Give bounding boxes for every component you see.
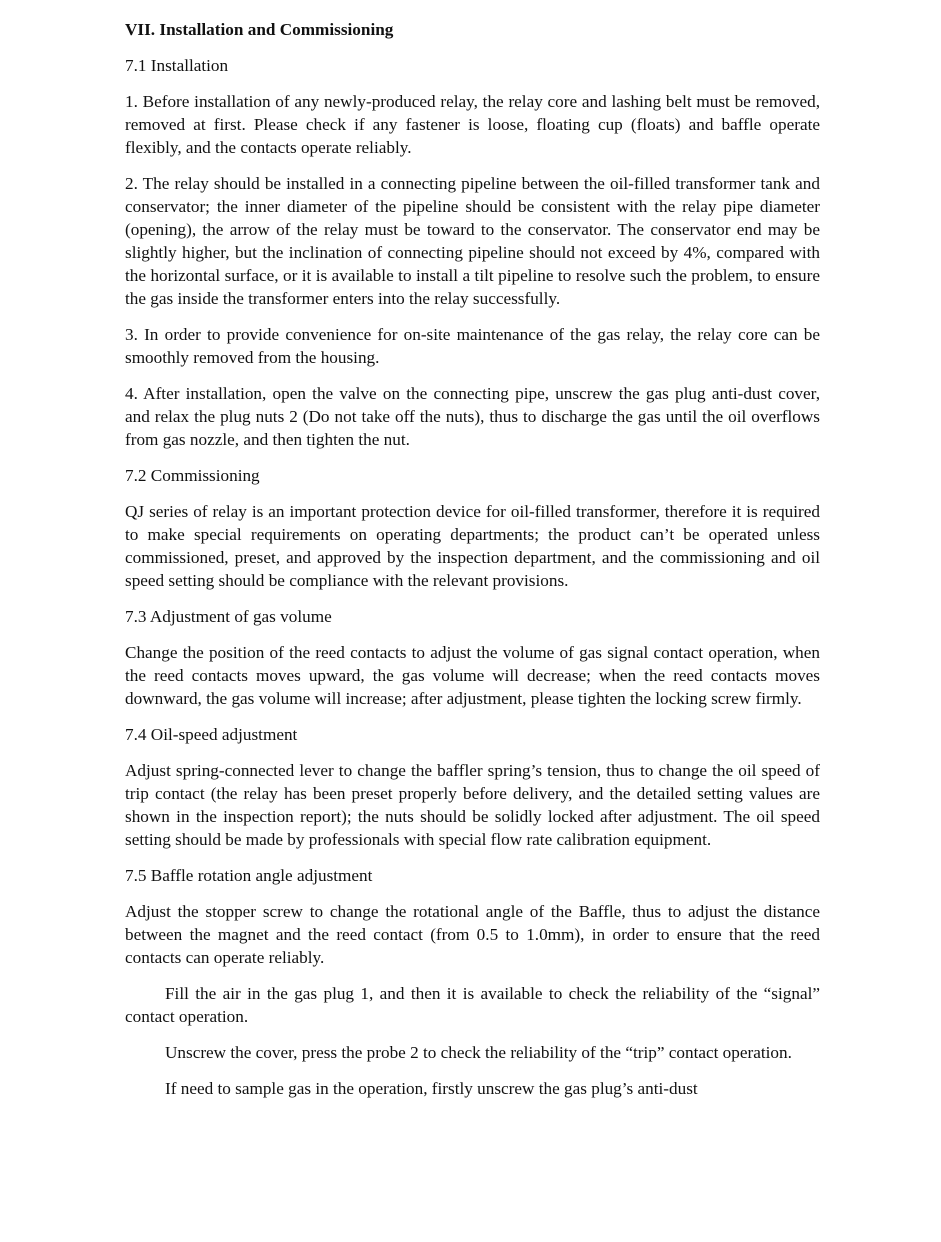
gas-volume-paragraph-1: Change the position of the reed contacts to adjust the volume of gas signal contact operation, when the reed contacts moves upward, the gas volume will decrease; when the reed contacts moves downward, the gas volume will increase; after adjustment, please tighten the locking screw firmly. <box>125 643 820 708</box>
document-page <box>125 18 820 1100</box>
installation-paragraph-2: 2. The relay should be installed in a connecting pipeline between the oil-filled transformer tank and conservator; the inner diameter of the pipeline should be consistent with the relay pipe diameter (opening), the arrow of the relay must be toward to the conservator. The conservator end may be slightly higher, but the inclination of connecting pipeline should not exceed by 4%, compared with the horizontal surface, or it is available to install a tilt pipeline to resolve such the problem, to ensure the gas inside the transformer enters into the relay successfully. <box>125 174 820 308</box>
baffle-paragraph-1: Adjust the stopper screw to change the rotational angle of the Baffle, thus to adjust the distance between the magnet and the reed contact (from 0.5 to 1.0mm), in order to ensure that the reed contacts can operate reliably. <box>125 902 820 967</box>
installation-paragraph-4: 4. After installation, open the valve on the connecting pipe, unscrew the gas plug anti-dust cover, and relax the plug nuts 2 (Do not take off the nuts), thus to discharge the gas until the oil overflows from gas nozzle, and then tighten the nut. <box>125 384 820 449</box>
baffle-paragraph-2: Fill the air in the gas plug 1, and then it is available to check the reliability of the “signal” contact operation. <box>125 984 820 1026</box>
subsection-heading-commissioning: 7.2 Commissioning <box>125 466 260 485</box>
baffle-paragraph-3: Unscrew the cover, press the probe 2 to check the reliability of the “trip” contact operation. <box>165 1043 792 1062</box>
commissioning-paragraph-1: QJ series of relay is an important protection device for oil-filled transformer, therefore it is required to make special requirements on operating departments; the product can’t be operated unless commissioned, preset, and approved by the inspection department, and the commissioning and oil speed setting should be compliance with the relevant provisions. <box>125 502 820 590</box>
subsection-heading-gas-volume: 7.3 Adjustment of gas volume <box>125 607 332 626</box>
subsection-heading-installation: 7.1 Installation <box>125 56 229 75</box>
subsection-heading-oil-speed: 7.4 Oil-speed adjustment <box>125 725 298 744</box>
baffle-paragraph-4: If need to sample gas in the operation, firstly unscrew the gas plug’s anti-dust <box>165 1079 698 1098</box>
oil-speed-paragraph-1: Adjust spring-connected lever to change the baffler spring’s tension, thus to change the oil speed of trip contact (the relay has been preset properly before delivery, and the detailed setting values are shown in the inspection report); the nuts should be solidly locked after adjustment. The oil speed setting should be made by professionals with special flow rate calibration equipment. <box>125 761 820 849</box>
installation-paragraph-1: 1. Before installation of any newly-produced relay, the relay core and lashing belt must be removed, removed at first. Please check if any fastener is loose, floating cup (floats) and baffle operate flexibly, and the contacts operate reliably. <box>125 92 820 157</box>
section-title: VII. Installation and Commissioning <box>125 20 394 39</box>
installation-paragraph-3: 3. In order to provide convenience for on-site maintenance of the gas relay, the relay core can be smoothly removed from the housing. <box>125 325 820 367</box>
subsection-heading-baffle: 7.5 Baffle rotation angle adjustment <box>125 866 373 885</box>
